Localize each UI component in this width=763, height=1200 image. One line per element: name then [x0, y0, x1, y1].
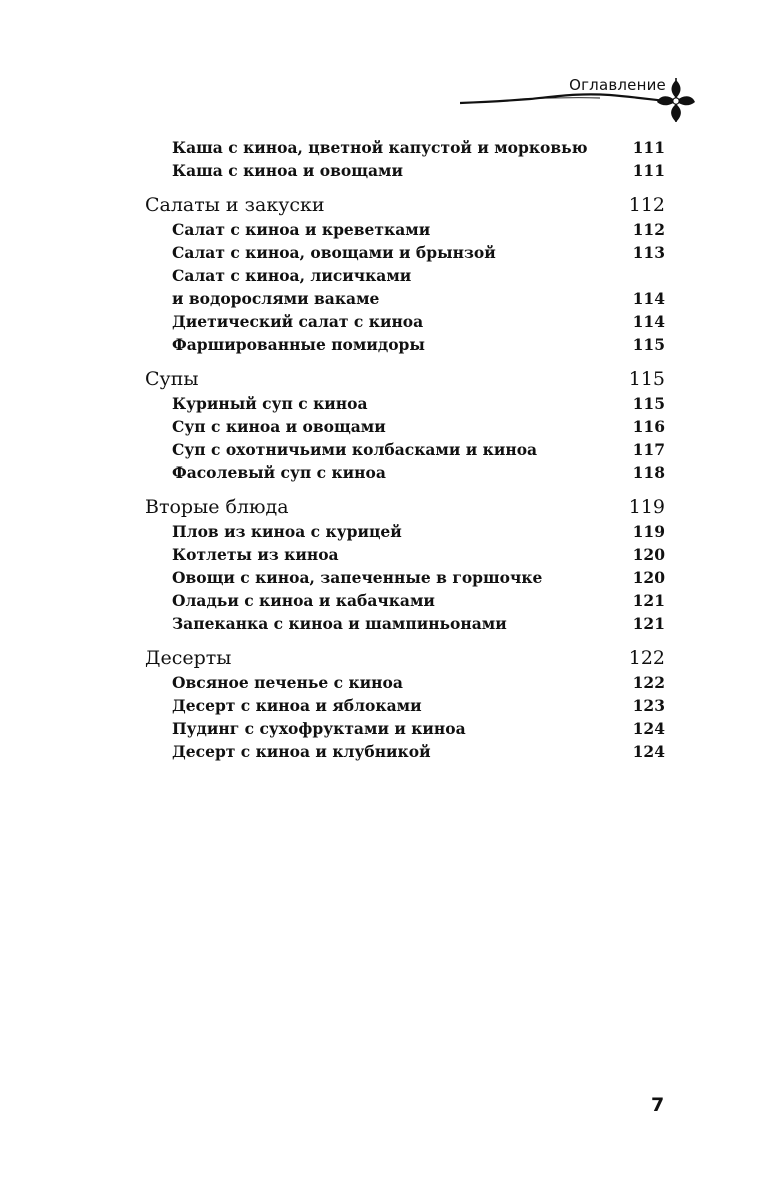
toc-heading-page: 119: [628, 496, 665, 518]
toc-section-heading[interactable]: [145, 494, 665, 520]
toc-section-heading[interactable]: [145, 645, 665, 671]
toc-entry[interactable]: [145, 310, 665, 333]
toc-entry-page: 121: [632, 591, 665, 610]
toc-entry-page: 112: [632, 220, 665, 239]
toc-entry-title: Плов из киноа с курицей: [172, 522, 402, 541]
toc-entry-title: Овсяное печенье с киноа: [172, 673, 403, 692]
toc-entry-page: 124: [632, 719, 665, 738]
toc-section-main-courses: [145, 494, 665, 635]
toc-entry-title: Пудинг с сухофруктами и киноа: [172, 719, 466, 738]
toc-entry-title: Салат с киноа и креветками: [172, 220, 431, 239]
toc-heading-title: Супы: [145, 368, 199, 390]
toc-entry[interactable]: [145, 218, 665, 241]
toc-entry[interactable]: [145, 136, 665, 159]
toc-entry-title: Десерт с киноа и клубникой: [172, 742, 431, 761]
toc-heading-page: 112: [628, 194, 665, 216]
toc-entry-title: Суп с охотничьими колбасками и киноа: [172, 440, 538, 459]
toc-entry-page: 124: [632, 742, 665, 761]
toc-entry-title: Овощи с киноа, запеченные в горшочке: [172, 568, 543, 587]
toc-section-salads: [145, 192, 665, 356]
toc-entry-page: 115: [632, 394, 665, 413]
toc-entry[interactable]: [145, 333, 665, 356]
toc-entry-page: 111: [632, 138, 665, 157]
toc-entry-page: 114: [632, 289, 665, 308]
toc-entry-page: 118: [632, 463, 665, 482]
toc-entry-page: 115: [632, 335, 665, 354]
toc-entry-title: Фасолевый суп с киноа: [172, 463, 386, 482]
toc-entry-title: Диетический салат с киноа: [172, 312, 424, 331]
toc-heading-page: 122: [628, 647, 665, 669]
toc-entry[interactable]: [145, 392, 665, 415]
toc-entry[interactable]: [145, 461, 665, 484]
toc-entry-page: 116: [632, 417, 665, 436]
toc-entry[interactable]: [145, 438, 665, 461]
toc-entry-page: 117: [632, 440, 665, 459]
toc-entry[interactable]: [145, 671, 665, 694]
toc-entry-page: 121: [632, 614, 665, 633]
toc-section-heading[interactable]: [145, 366, 665, 392]
toc-entry[interactable]: [145, 694, 665, 717]
toc-entry[interactable]: [145, 159, 665, 182]
toc-entry[interactable]: [145, 740, 665, 763]
running-title: Оглавление: [569, 76, 666, 94]
toc-heading-title: Салаты и закуски: [145, 194, 325, 216]
toc-entry[interactable]: [145, 612, 665, 635]
toc-entry[interactable]: [145, 415, 665, 438]
toc-entry-title: Суп с киноа и овощами: [172, 417, 386, 436]
toc-entry-page: 120: [632, 568, 665, 587]
toc-entry-page: 122: [632, 673, 665, 692]
toc-entry-title: Каша с киноа и овощами: [172, 161, 404, 180]
toc-entry-title: Оладьи с киноа и кабачками: [172, 591, 435, 610]
toc-entry-page: 114: [632, 312, 665, 331]
toc-entry-page: 119: [632, 522, 665, 541]
toc-entry-page: 123: [632, 696, 665, 715]
table-of-contents: [145, 136, 665, 773]
toc-entry-title-line1: Салат с киноа, лисичками: [172, 266, 412, 285]
toc-entry-title: Салат с киноа, овощами и брынзой: [172, 243, 496, 262]
toc-entry-title: Котлеты из киноа: [172, 545, 339, 564]
toc-entry[interactable]: [145, 241, 665, 264]
toc-section-continued: [145, 136, 665, 182]
toc-entry[interactable]: [145, 520, 665, 543]
running-head: [460, 72, 696, 124]
page-number: 7: [651, 1094, 665, 1116]
toc-entry-title-line2: [172, 287, 665, 310]
toc-entry-page: 120: [632, 545, 665, 564]
toc-entry-title: Куриный суп с киноа: [172, 394, 368, 413]
toc-section-desserts: [145, 645, 665, 763]
toc-entry[interactable]: [145, 543, 665, 566]
toc-entry-page: 113: [632, 243, 665, 262]
toc-section-heading[interactable]: [145, 192, 665, 218]
toc-entry-title: и водорослями вакаме: [172, 289, 380, 308]
toc-entry-title: Запеканка с киноа и шампиньонами: [172, 614, 507, 633]
toc-entry-page: 111: [632, 161, 665, 180]
toc-entry-multiline[interactable]: [145, 264, 665, 310]
toc-entry[interactable]: [145, 566, 665, 589]
toc-entry[interactable]: [145, 717, 665, 740]
toc-entry-title: Десерт с киноа и яблоками: [172, 696, 422, 715]
toc-heading-title: Десерты: [145, 647, 232, 669]
toc-entry[interactable]: [145, 589, 665, 612]
toc-entry-title: Каша с киноа, цветной капустой и морковью: [172, 138, 588, 157]
toc-heading-title: Вторые блюда: [145, 496, 289, 518]
toc-heading-page: 115: [628, 368, 665, 390]
toc-entry-title: Фаршированные помидоры: [172, 335, 425, 354]
toc-section-soups: [145, 366, 665, 484]
